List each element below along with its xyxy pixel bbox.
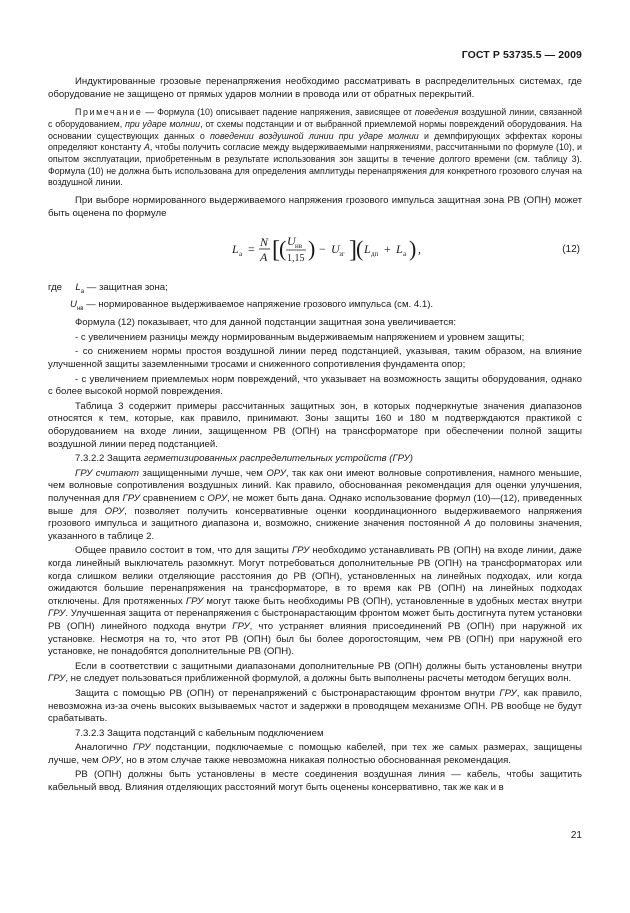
standard-header: ГОСТ Р 53735.5 — 2009 <box>461 49 582 61</box>
svg-text:U: U <box>331 242 340 257</box>
formula-L: L <box>232 242 239 257</box>
formula-sub-a: а <box>239 250 243 259</box>
svg-text:(: ( <box>356 236 364 262</box>
formula-sub-nv: нв <box>295 242 303 251</box>
svg-text:=: = <box>248 242 255 257</box>
svg-text:(: ( <box>279 236 287 262</box>
formula-N: N <box>260 235 269 250</box>
svg-text:−: − <box>319 242 326 257</box>
svg-text:): ) <box>409 236 417 262</box>
svg-text:+: + <box>384 242 391 257</box>
svg-text:,: , <box>418 242 421 257</box>
formula-sub-dp: дп <box>371 250 379 259</box>
formula-coef: 1,15 <box>287 253 305 265</box>
where-line-1: где $L_а$ — защитная зона; <box>48 282 168 296</box>
paragraph: Если в соответствии с защитными диапазонами дополнительные РВ (ОПН) должны быть установлены внутри ГРУ, не следует пользоваться приближенной формулой, а должны быть выполнены расчеты методом бегущих волн. <box>48 660 582 685</box>
where-line-2: $U_{нв}$ — нормированное выдерживаемое напряжение грозового импульса (см. 4.1). <box>70 298 434 312</box>
formula-sub-zg: зг <box>339 250 345 259</box>
page-content <box>48 76 582 797</box>
svg-text:L: L <box>396 242 403 257</box>
formula-expression <box>232 226 472 274</box>
formula-number: (12) <box>562 244 580 256</box>
note-label: Примечание <box>75 107 143 118</box>
page-number: 21 <box>570 830 582 841</box>
section-heading-7-3-2-3: 7.3.2.3 Защита подстанций с кабельным подключением <box>75 727 324 739</box>
paragraph: Аналогично ГРУ подстанции, подключаемые с помощью кабелей, при тех же самых размерах, защищены лучше, чем ОРУ, но в этом случае также невозможна никакая полностью обоснованная рекомендация. <box>48 742 583 766</box>
paragraph: ГРУ считают защищенными лучше, чем ОРУ, так как они имеют волновые сопротивления, намного меньшие, чем волновые сопротивления воздушных линий. Как правило, обоснованная рекомендация для оценки улучшения, полученная для ГРУ сравнением с ОРУ, не может быть дана. Однако использование формул (10)—(12), приведенных выше для ОРУ, позволяет получить консервативные оценки координационного выдерживаемого напряжения грозового импульса и защитного диапазона и, возможно, снижение значения постоянной А до половины значения, указанного в таблице 2. <box>48 467 583 542</box>
list-item: - со снижением нормы простоя воздушной линии перед подстанцией, указывая, таким образом, на влияние улучшенной защиты заземленными тросами и сниженного сопротивления фундамента опор; <box>48 346 582 371</box>
formula-A: A <box>260 250 268 265</box>
section-heading-7-3-2-2: 7.3.2.2 Защита герметизированных распределительных устройств (ГРУ) <box>75 453 413 465</box>
list-item: - с увеличением разницы между нормированным выдерживаемым напряжением и уровнем защиты; <box>75 331 525 343</box>
paragraph: Индуктированные грозовые перенапряжения необходимо рассматривать в распределительных системах, где оборудование не защищено от прямых ударов молнии в провода или от обратных перекрытий. <box>48 76 582 100</box>
svg-text:[: [ <box>272 237 280 264</box>
formula-12 <box>48 224 582 278</box>
paragraph: Общее правило состоит в том, что для защиты ГРУ необходимо устанавливать РВ (ОПН) на входе линии, даже когда линейный выключатель разомкнут. Могут потребоваться дополнительные РВ (ОПН) на трансформаторах или когда слишком велики отделяющие расстояния до РВ (ОПН), установленных на линейных подходах, или когда ожидаются большие перенапряжения на трансформаторе, в то время как РВ (ОПН) на линейных подходах отключены. Для протяженных ГРУ могут также быть необходимы РВ (ОПН), установленные в удобных местах внутри ГРУ. Улучшенная защита от перенапряжения с быстронарастающим фронтом может быть достигнута путем установки РВ (ОПН) линейного подхода внутри ГРУ, что устраняет влияния присоединений РВ (ОПН) при наружной их установке. Несмотря на то, что этот РВ (ОПН) был бы более дорогостоящим, чем РВ (ОПН) при наружной его установке, не понадобятся дополнительные РВ (ОПН). <box>48 545 583 658</box>
paragraph: Таблица 3 содержит примеры рассчитанных защитных зон, в которых подчеркнутые значения диапазонов относятся к тем, которые, как правило, принимают. Зоны защиты 160 и 180 м подтверждаются практикой с оборудованием на входе линии, защищенном РВ (ОПН) на трансформаторе при обеспечении полной защиты воздушной линии перед подстанцией. <box>48 400 582 450</box>
svg-text:L: L <box>364 242 371 257</box>
paragraph: Формула (12) показывает, что для данной подстанции защитная зона увеличивается: <box>75 317 456 329</box>
svg-text:а: а <box>403 250 407 259</box>
note: Примечание — Формула (10) описывает падение напряжения, зависящее от поведения воздушной линии, связанной с оборудованием, при ударе молнии, от схемы подстанции и от выбранной приемлемой нормы повреждений оборудования. На основании существующих данных о поведении воздушной линии при ударе молнии и демпфирующих эффектах короны определяют константу А, чтобы получить согласие между выдерживаемыми напряжениями, рассчитанными по формуле (10), и опытом эксплуатации, приобретенным в результате использования зон защиты в течение долгого времени (см. таблицу 3). Формула (10) не должна быть использована для определения амплитуды перенапряжения для конкретного грозового случая на воздушной линии. <box>48 107 583 188</box>
paragraph: Защита с помощью РВ (ОПН) от перенапряжений с быстронарастающим фронтом внутри ГРУ, как правило, невозможна из-за очень высоких вызываемых частот и задержки в проводящем механизме ОПН. РВ вообще не будут срабатывать. <box>48 687 582 725</box>
paragraph: РВ (ОПН) должны быть установлены в месте соединения воздушная линия — кабель, чтобы защитить кабельный ввод. Влияния отделяющих расстояний могут быть оценены консервативно, так же как и в <box>48 769 582 794</box>
svg-text:): ) <box>308 236 316 262</box>
list-item: - с увеличением приемлемых норм повреждений, что указывает на возможность защиты оборудования, однако с более высокой нормой повреждения. <box>48 373 582 398</box>
paragraph: При выборе нормированного выдерживаемого напряжения грозового импульса защитная зона РВ (ОПН) может быть оценена по формуле <box>48 195 582 219</box>
formula-U: U <box>287 234 296 249</box>
svg-text:]: ] <box>349 237 357 264</box>
